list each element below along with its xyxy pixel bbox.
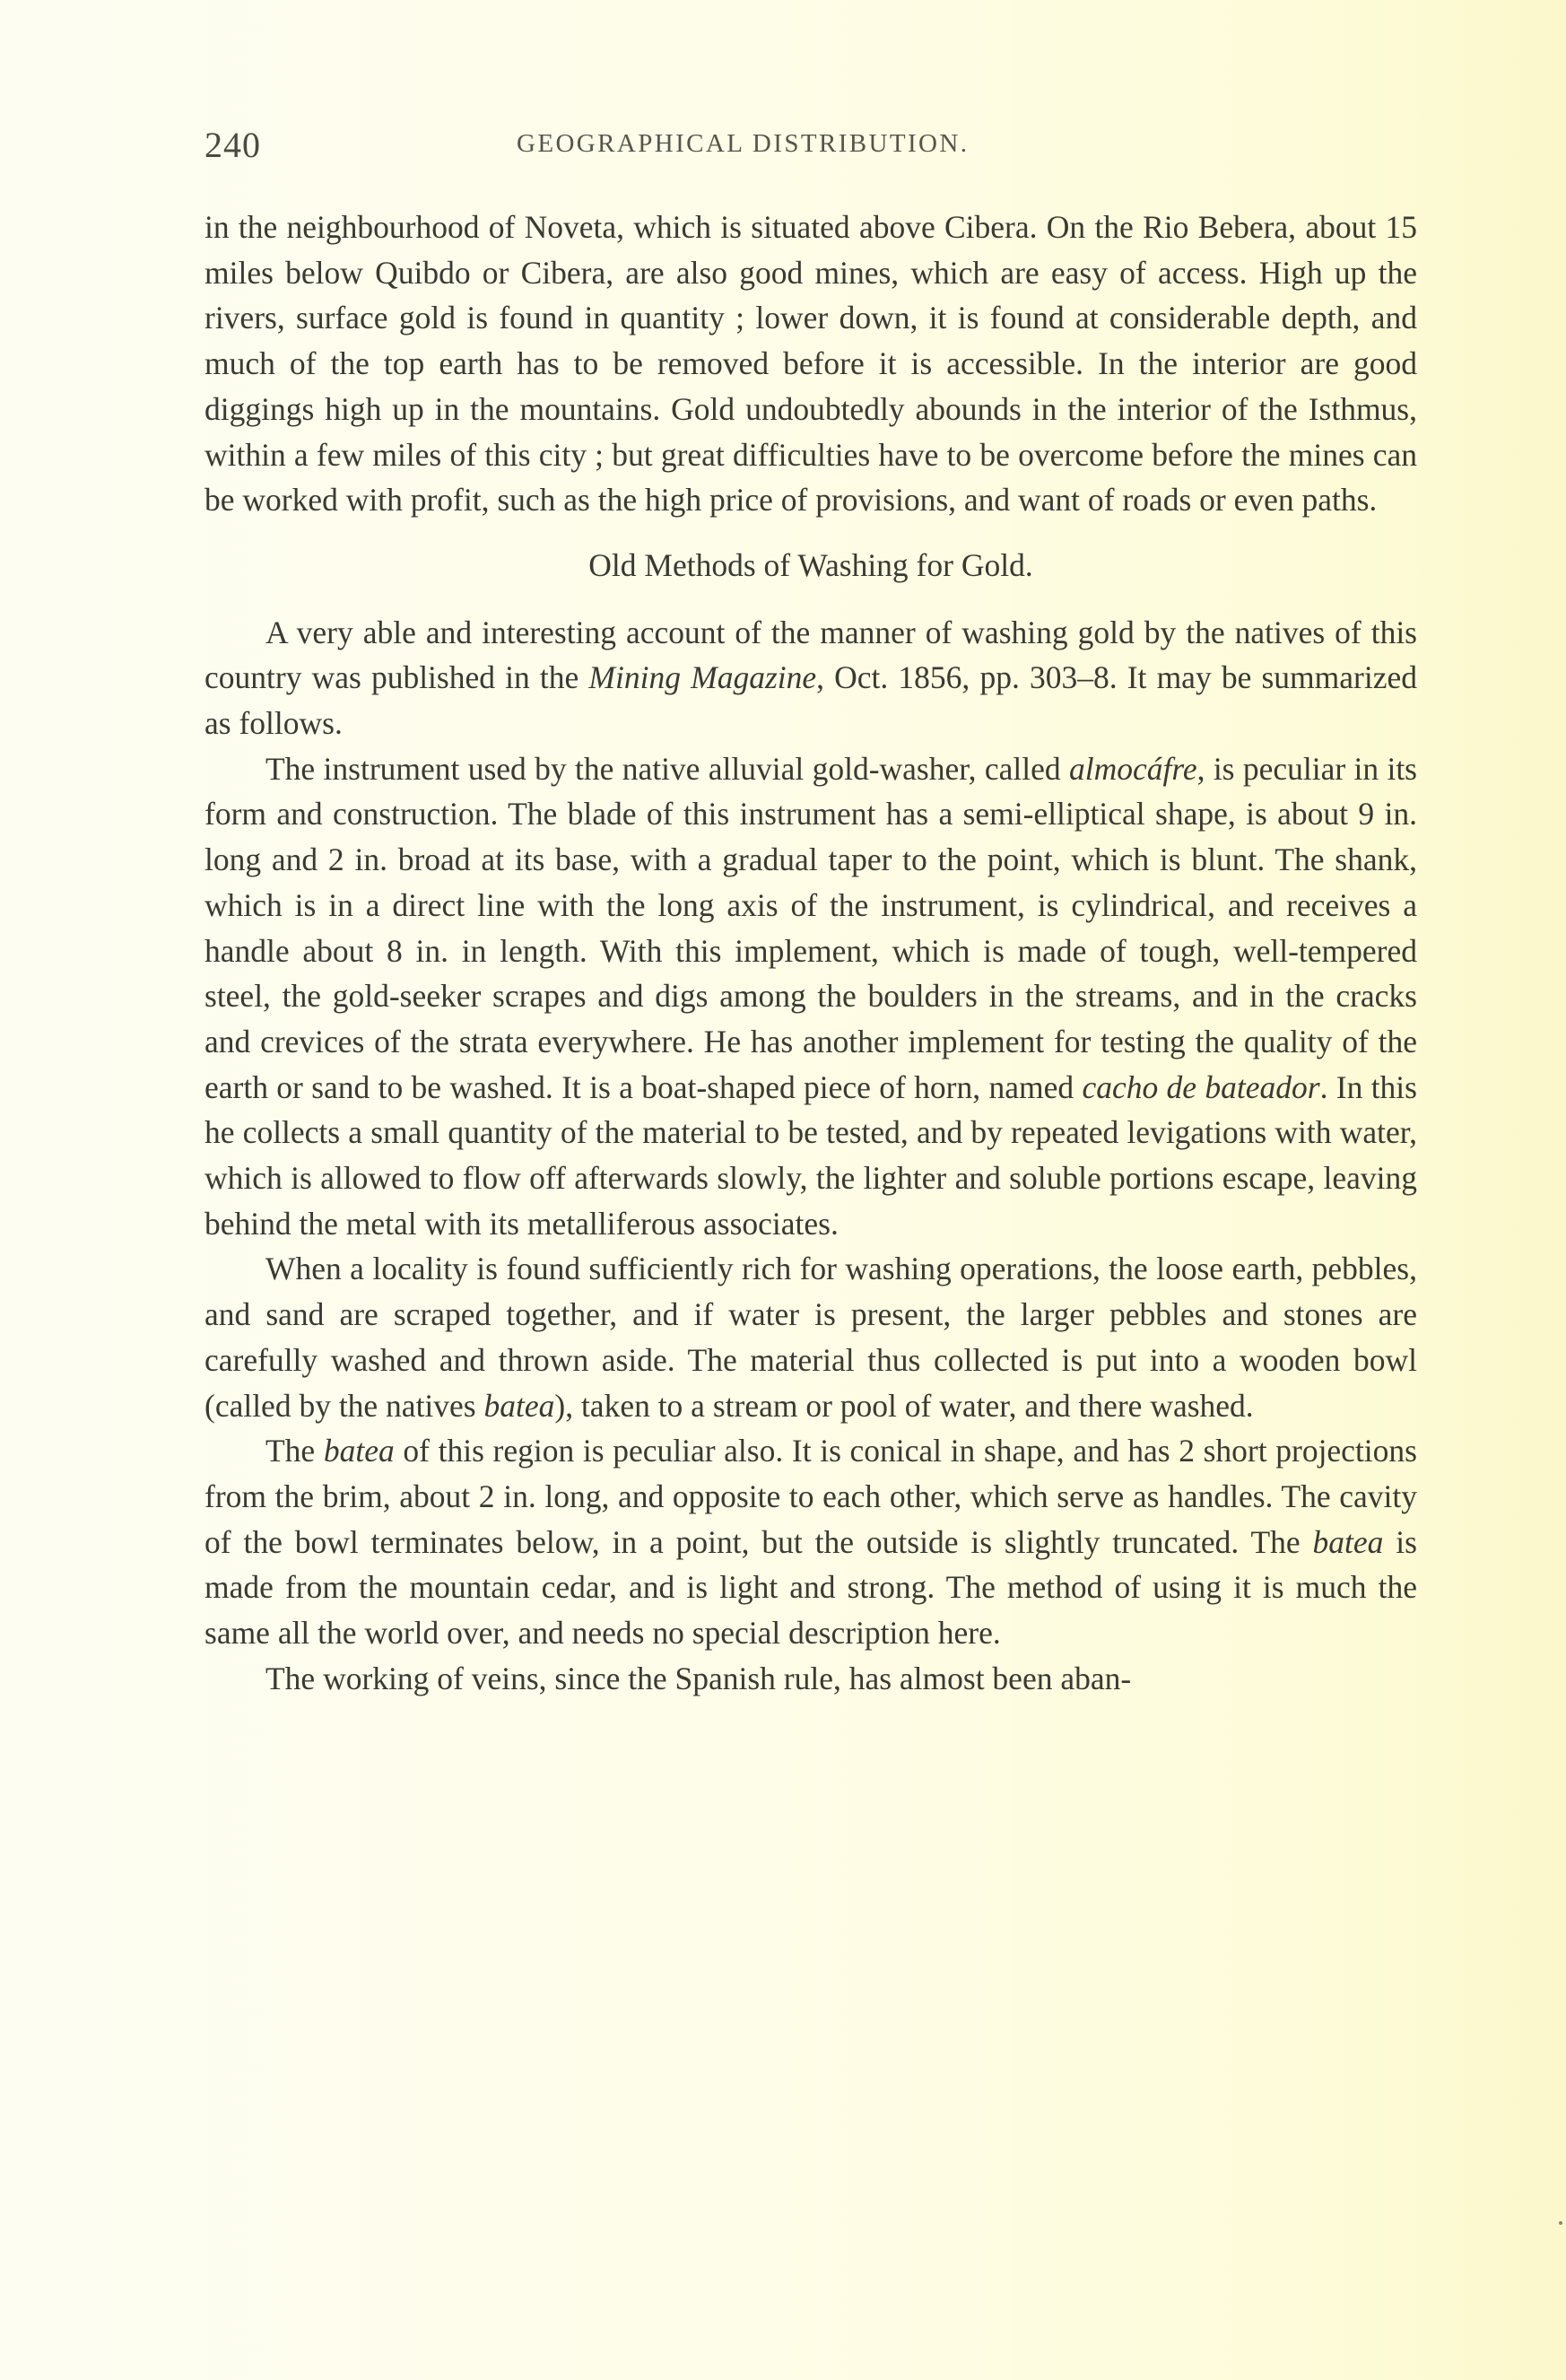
paper-speck bbox=[1559, 2221, 1562, 2225]
text-run: . In this he collects a small quantity of the material to be tested, and by repeated levigations with water, which is allowed to flow off afterwards slowly, the lighter and soluble portions escape, leaving behind the metal with its metalliferous associates. bbox=[204, 1068, 1417, 1242]
body-text bbox=[204, 205, 1417, 1702]
paragraph-mining-magazine bbox=[204, 610, 1417, 746]
italic-term-batea: batea bbox=[483, 1387, 555, 1424]
page-number: 240 bbox=[204, 125, 261, 165]
text-run: is made from the mountain cedar, and is light and strong. The method of using it is much the same all the world over, and needs no special description here. bbox=[204, 1523, 1417, 1652]
text-run: of this region is peculiar also. It is conical in shape, and has 2 short projections from the brim, about 2 in. long, and opposite to each other, which serve as handles. The cavity of the bowl terminates below, in a point, but the outside is slightly truncated. The bbox=[204, 1433, 1417, 1560]
text-run: The bbox=[265, 1433, 324, 1469]
paragraph-continuation: in the neighbourhood of Noveta, which is situated above Cibera. On the Rio Bebera, about 15 miles below Quibdo or Cibera, are also good mines, which are easy of access. High up the rivers, surface gold is found in quantity ; lower down, it is found at considerable depth, and much of the top earth has to be removed before it is accessible. In the interior are good diggings high up in the mountains. Gold undoubtedly abounds in the interior of the Isthmus, within a few miles of this city ; but great difficulties have to be overcome before the mines can be worked with profit, such as the high price of provisions, and want of roads or even paths. bbox=[204, 209, 1417, 519]
section-heading: Old Methods of Washing for Gold. bbox=[588, 546, 1033, 583]
paragraph-veins: The working of veins, since the Spanish rule, has almost been aban- bbox=[265, 1660, 1132, 1696]
italic-term-cacho-de-bateador: cacho de bateador bbox=[1082, 1068, 1320, 1105]
text-run: When a locality is found sufficiently rich for washing operations, the loose earth, pebbles, and sand are scraped together, and if water is present, the larger pebbles and stones are carefully washed and thrown aside. The material thus collected is put into a wooden bowl (called by the natives bbox=[204, 1251, 1417, 1424]
italic-title-mining-magazine: Mining Magazine bbox=[588, 659, 817, 696]
text-run: , is peculiar in its form and construction. The blade of this instrument has a semi-elliptical shape, is about 9 in. long and 2 in. broad at its base, with a gradual taper to the point, which is blunt. The shank, which is in a direct line with the long axis of the instrument, is cylindrical, and receives a handle about 8 in. in length. With this implement, which is made of tough, well-tempered steel, the gold-seeker scrapes and digs among the boulders in the streams, and in the cracks and crevices of the strata everywhere. He has another implement for testing the quality of the earth or sand to be washed. It is a boat-shaped piece of horn, named bbox=[204, 750, 1417, 1105]
text-run: , Oct. 1856, pp. 303–8. It may be summarized as follows. bbox=[204, 659, 1417, 742]
text-run: A very able and interesting account of the manner of washing gold by the natives of this country was published in the bbox=[204, 614, 1417, 696]
paragraph-almocafre bbox=[204, 746, 1417, 1247]
paragraph-batea bbox=[204, 1428, 1417, 1656]
paragraph-washing-operations bbox=[204, 1246, 1417, 1428]
running-header bbox=[204, 124, 1417, 169]
running-title: GEOGRAPHICAL DISTRIBUTION. bbox=[517, 129, 970, 158]
text-run: ), taken to a stream or pool of water, and there washed. bbox=[554, 1387, 1254, 1424]
text-run: The instrument used by the native alluvial gold-washer, called bbox=[265, 750, 1069, 787]
italic-term-batea: batea bbox=[1312, 1523, 1384, 1560]
italic-term-almocafre: almocáfre bbox=[1068, 750, 1197, 787]
italic-term-batea: batea bbox=[323, 1433, 395, 1469]
